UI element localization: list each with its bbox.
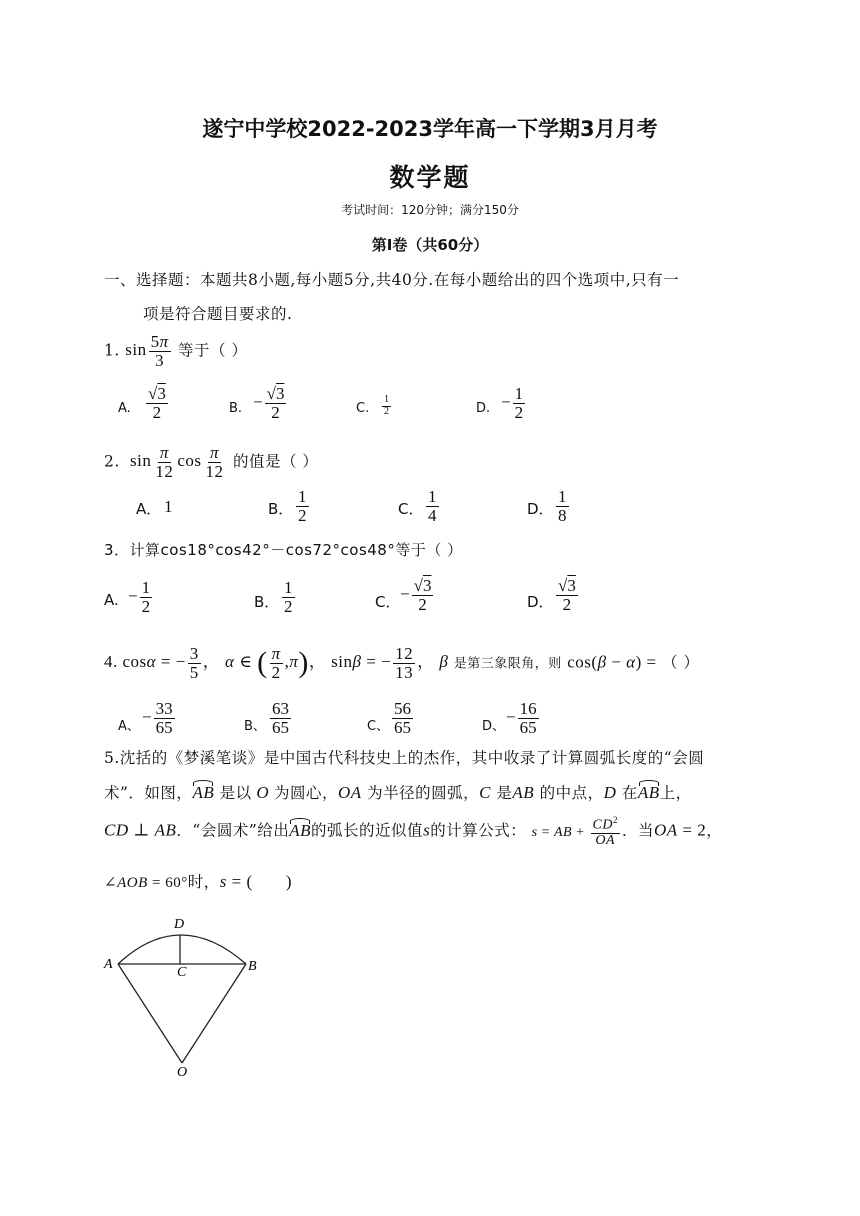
q1-option-c[interactable]: C. bbox=[356, 401, 370, 416]
q1-option-a-value: $\frac{√3}{2}$ bbox=[148, 384, 166, 422]
q5-line1: 5.沈括的《梦溪笔谈》是中国古代科技史上的杰作，其中收录了计算圆弧长度的“会圆 bbox=[104, 749, 705, 767]
q1-number: 1. bbox=[104, 341, 120, 360]
q1-option-b[interactable]: B. bbox=[229, 401, 243, 416]
label-d: D bbox=[174, 917, 185, 932]
q1-option-b-value: − $\frac{√3}{2}$ bbox=[253, 384, 285, 422]
question-1 bbox=[104, 333, 247, 370]
q1-tail: 等于（ ） bbox=[178, 341, 248, 360]
q1-option-c-value: $\frac{1}{2}$ bbox=[384, 394, 389, 417]
q3-option-a[interactable]: A. bbox=[104, 591, 119, 609]
q2-tail: 的值是（ ） bbox=[232, 452, 319, 471]
q3-option-a-value: − $\frac{1}{2}$ bbox=[128, 578, 151, 616]
instructions-line1: 一、选择题：本题共8小题,每小题5分,共40分.在每小题给出的四个选项中,只有一 bbox=[104, 271, 680, 289]
q1-option-a[interactable]: A. bbox=[118, 401, 131, 416]
radius-ob bbox=[182, 964, 246, 1063]
arc-ab bbox=[118, 935, 246, 964]
section-heading: 第Ⅰ卷（共60分） bbox=[371, 236, 489, 254]
q3-option-d-value: $\frac{√3}{2}$ bbox=[558, 576, 576, 614]
q5-line4: ∠AOB = 60°时，s = ( ) bbox=[104, 872, 293, 891]
question-4 bbox=[104, 645, 699, 682]
q4-option-c[interactable]: C、 bbox=[367, 719, 390, 734]
q1-option-d-value: − $\frac{1}{2}$ bbox=[501, 384, 524, 422]
exam-title: 遂宁中学校2022-2023学年高一下学期3月月考 bbox=[202, 117, 658, 141]
q2-option-d-value: $\frac{1}{8}$ bbox=[558, 487, 567, 525]
arc-figure bbox=[100, 908, 270, 1083]
q4-option-d[interactable]: D、 bbox=[482, 719, 506, 734]
q1-option-d[interactable]: D. bbox=[476, 401, 491, 416]
q4-option-b[interactable]: B、 bbox=[244, 719, 266, 734]
q2-expression: sin $\frac{\pi}{12}$ cos $\frac{\pi}{12}$ bbox=[125, 443, 224, 481]
label-o: O bbox=[177, 1065, 188, 1080]
q2-option-d[interactable]: D． bbox=[527, 500, 554, 518]
q3-option-c-value: − $\frac{√3}{2}$ bbox=[400, 576, 432, 614]
q2-option-a-value: 1 bbox=[164, 497, 173, 516]
q4-expression: 4. cosα = − $\frac{3}{5}$ ， α ∈ ( $\frac{\pi}{2}$ ,π)， sinβ = − $\frac{12}{13}$ ， β bbox=[104, 644, 449, 682]
q2-option-c[interactable]: C． bbox=[398, 500, 424, 518]
q3-option-d[interactable]: D． bbox=[527, 593, 554, 611]
radius-oa bbox=[118, 964, 182, 1063]
q4-target: cos(β − α) = bbox=[567, 652, 657, 672]
question-3: 3．计算cos18°cos42°－cos72°cos48°等于（ ） bbox=[104, 541, 463, 559]
q4-paren: （ ） bbox=[662, 653, 700, 672]
q3-option-c[interactable]: C． bbox=[375, 593, 401, 611]
q3-option-b[interactable]: B． bbox=[254, 593, 280, 611]
q5-line2: 术”．如图，AB 是以 O 为圆心，OA 为半径的圆弧，C 是AB 的中点，D 在AB上， bbox=[104, 783, 692, 802]
q2-option-b[interactable]: B． bbox=[268, 500, 294, 518]
q4-option-d-value: − $\frac{16}{65}$ bbox=[506, 699, 537, 737]
q2-option-c-value: $\frac{1}{4}$ bbox=[428, 487, 437, 525]
question-2 bbox=[104, 444, 318, 481]
q4-option-a[interactable]: A、 bbox=[118, 719, 140, 734]
q2-option-b-value: $\frac{1}{2}$ bbox=[298, 487, 307, 525]
label-a: A bbox=[104, 957, 113, 972]
q5-line3: CD ⊥ AB．“会圆术”给出AB的弧长的近似值s的计算公式： s = AB + $\frac{CD^2}{OA}$ ．当OA = 2， bbox=[104, 815, 723, 849]
q1-expression: sin $\frac{5\pi}{3}$ bbox=[125, 332, 169, 370]
q4-option-b-value: $\frac{63}{65}$ bbox=[272, 699, 289, 737]
exam-info: 考试时间：120分钟；满分150分 bbox=[341, 203, 519, 217]
q2-option-a[interactable]: A． bbox=[136, 500, 162, 518]
q3-option-b-value: $\frac{1}{2}$ bbox=[284, 578, 293, 616]
label-c: C bbox=[177, 965, 187, 980]
q4-desc: 是第三象限角，则 bbox=[453, 656, 562, 672]
q4-option-c-value: $\frac{56}{65}$ bbox=[394, 699, 411, 737]
label-b: B bbox=[248, 959, 257, 974]
q4-option-a-value: − $\frac{33}{65}$ bbox=[142, 699, 173, 737]
instructions-line2: 项是符合题目要求的. bbox=[143, 305, 293, 323]
exam-subtitle: 数学题 bbox=[389, 163, 471, 192]
q2-number: 2. bbox=[104, 452, 120, 471]
